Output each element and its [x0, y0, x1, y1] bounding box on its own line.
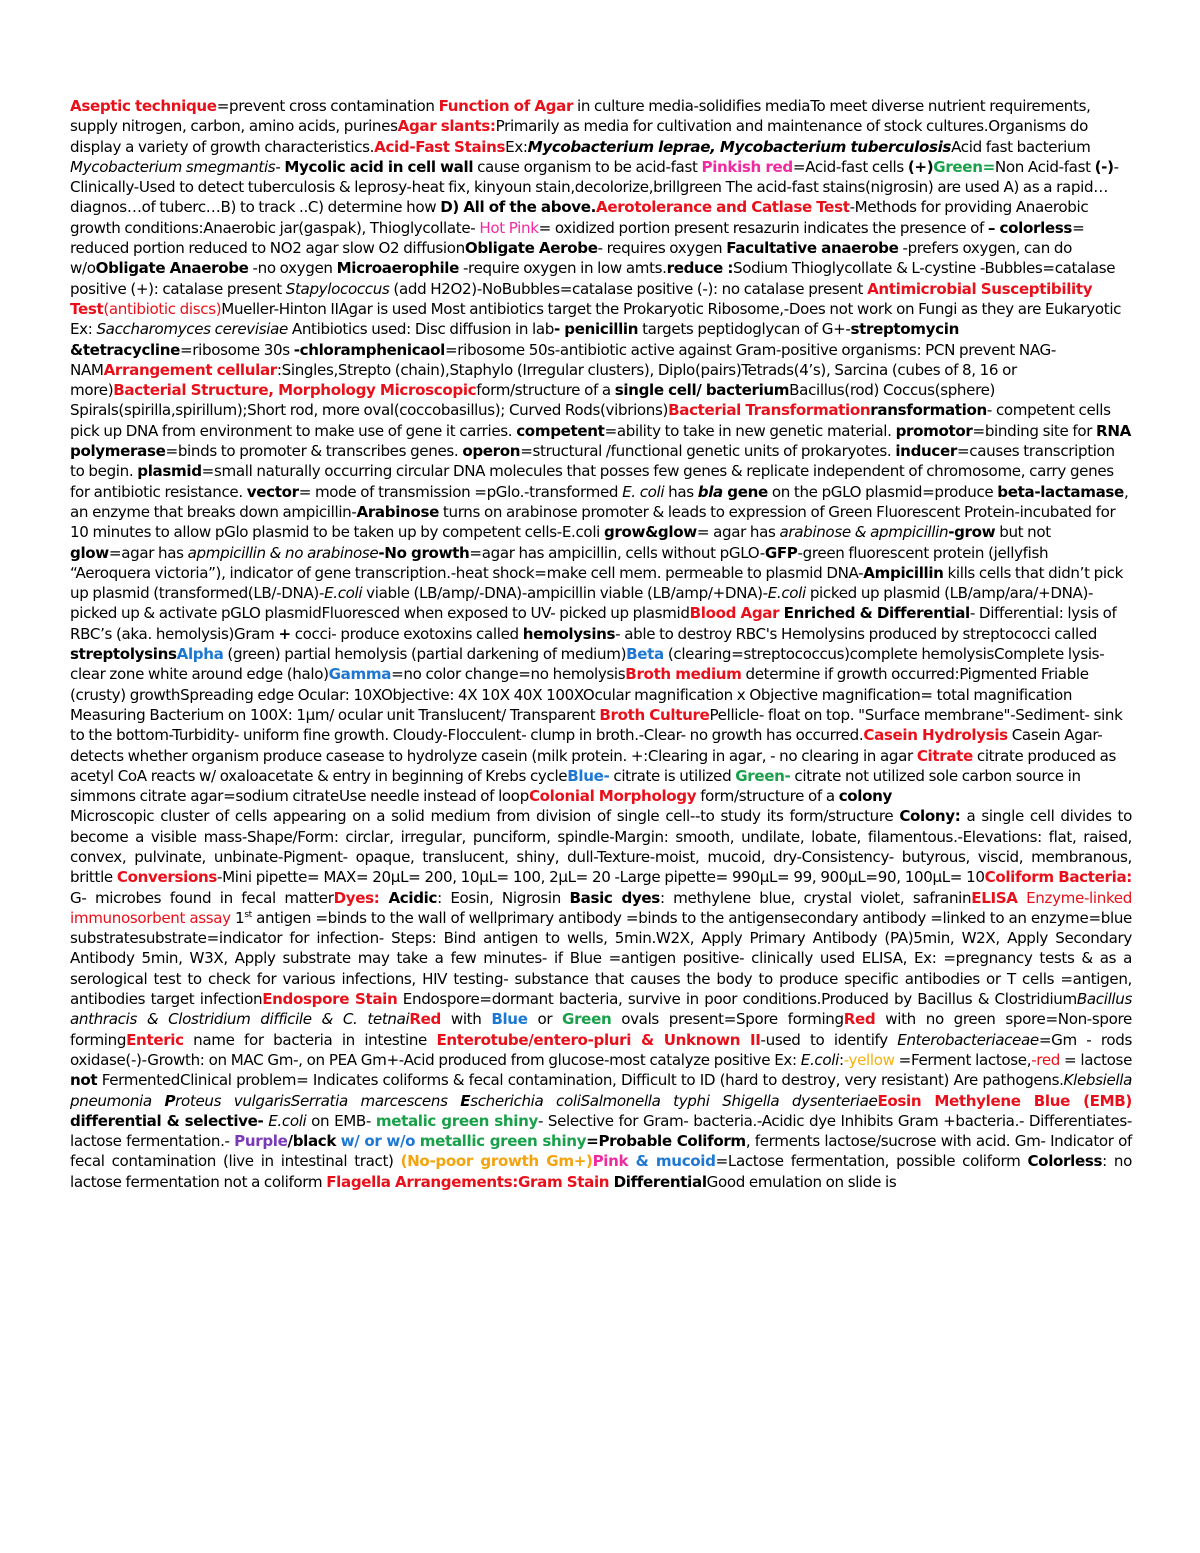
part1-text-run: =agar has ampicillin, cells without pGLO- — [469, 543, 765, 562]
part1-text-run: arabinose & apmpicillin — [779, 523, 949, 542]
part1-text-run: Primarily as media for cultivation and maintenance of stock cultures.Organisms do display a variety of growth characteristics. — [70, 117, 1089, 156]
part1-text-run: form/structure of a — [476, 381, 615, 400]
part2-text-run: Enterobacteriaceae — [897, 1030, 1039, 1049]
part1-text-run: targets peptidoglycan of G+- — [638, 320, 851, 339]
part1-text-run: Mueller-Hinton IIAgar is used Most antibiotics target the Prokaryotic Ribosome,-Does not work on Fungi as they are Eukaryotic Ex: — [70, 299, 1122, 339]
notes-paragraph-1 — [70, 96, 1132, 806]
part1-text-run: Broth medium — [625, 665, 742, 684]
part1-text-run: Agar slants: — [397, 117, 496, 136]
part1-text-run: Broth Culture — [599, 705, 710, 724]
part2-text-run: Basic dyes — [569, 888, 660, 907]
part1-text-run: E.coli — [767, 584, 806, 603]
part1-text-run: Antibiotics used: Disc diffusion in lab — [287, 320, 554, 339]
part2-text-run: - Selective for Gram- bacteria.-Acidic dye Inhibits Gram +bacteria.- Differentiates- lactose fermentation.- — [70, 1111, 1132, 1151]
part1-text-run: :Singles,Strepto (chain),Staphylo (Irregular clusters), Diplo(pairs)Tetrads(4’s), Sarcina (cubes of 8, 16 or more) — [70, 360, 1017, 400]
part2-text-run: E — [460, 1091, 471, 1110]
part1-text-run: Non Acid-fast — [994, 157, 1095, 176]
part2-text-run: -yellow — [843, 1050, 895, 1069]
part1-text-run: kills cells that didn’t pick up plasmid (transformed(LB/-DNA)- — [70, 563, 1124, 603]
part2-text-run: w/ or w/o — [340, 1132, 416, 1151]
part2-text-run: Colorless — [1027, 1152, 1103, 1171]
part1-text-run: Sodium Thioglycollate & L-cystine -Bubbles=catalase positive (+): catalase present — [70, 259, 1116, 298]
part2-text-run: =Ferment lactose, — [894, 1050, 1032, 1069]
part1-text-run: =ribosome 30s — [179, 340, 294, 359]
part2-text-run: Enteric — [126, 1030, 184, 1049]
part2-text-run: Enterotube/entero-pluri & Unknown II — [436, 1030, 761, 1049]
notes-paragraph-2 — [70, 806, 1132, 1192]
part1-text-run: but not — [995, 523, 1051, 542]
part1-text-run: Obligate Aerobe — [464, 239, 598, 258]
part2-text-run: metalic green shiny — [375, 1111, 538, 1130]
part1-text-run: Beta — [626, 645, 664, 664]
part1-text-run: = reduced portion reduced to NO2 agar slow O2 diffusion — [70, 218, 1085, 258]
part1-text-run: (add H2O2)-NoBubbles=catalase positive (-): no catalase present — [389, 279, 868, 298]
part2-text-run: with — [440, 1010, 492, 1029]
part1-text-run: cocci- produce exotoxins called — [290, 624, 523, 643]
part1-text-run: citrate not utilized sole carbon source in simmons citrate agar=sodium citrateUse needle instead of loop — [70, 766, 1081, 806]
part2-text-run: or — [527, 1010, 563, 1029]
part1-text-run: -Methods for providing Anaerobic growth conditions:Anaerobic jar(gaspak), Thioglycollate- — [70, 198, 1089, 237]
part1-text-run: Stapylococcus — [285, 279, 390, 298]
part2-text-run: scherichia coli — [470, 1091, 581, 1110]
part1-text-run: streptolysins — [70, 645, 177, 664]
part1-text-run: Alpha — [176, 645, 224, 664]
part1-text-run: Function of Agar — [438, 97, 574, 115]
part1-text-run: citrate produced as acetyl CoA reacts w/ oxaloacetate & entry in beginning of Krebs cycle — [70, 746, 1117, 785]
part2-text-run: Bacillus anthracis & Clostridium difficile & C. tetnai — [70, 990, 1132, 1029]
part2-text-run: Red — [409, 1010, 441, 1029]
part1-text-run: Hot Pink — [479, 218, 539, 237]
part2-text-run: : no lactose fermentation not a coliform — [70, 1152, 1132, 1191]
part1-text-run: (clearing=streptococcus)complete hemolysisComplete lysis-clear zone white around edge (halo) — [70, 645, 1105, 684]
part1-text-run: -Clinically-Used to detect tuberculosis & leprosy-heat fix, kinyoun stain,decolorize,brillgreen The acid-fast stains(nigrosin) are used A) as a rapid… diagnos…of tuberc…B) to track ..C) determine how — [70, 157, 1119, 217]
part2-text-run: Colony: — [899, 807, 961, 826]
part1-text-run: inducer — [895, 442, 957, 461]
part1-text-run: - — [275, 157, 285, 176]
part1-text-run: = mode of transmission =pGlo.-transformed — [298, 482, 623, 501]
part1-text-run: =small naturally occurring circular DNA molecules that posses few genes & replicate independent of chromosome, carry genes for antibiotic resistance. — [70, 462, 1114, 501]
part2-text-run: /black — [287, 1132, 337, 1151]
part1-text-run: competent — [516, 421, 605, 440]
part1-text-run: Arabinose — [356, 502, 439, 521]
part1-text-run: glow — [70, 543, 109, 562]
part2-text-run: = lactose — [1060, 1050, 1133, 1069]
part2-text-run: -red — [1031, 1050, 1060, 1069]
part2-text-run: Green — [562, 1010, 612, 1029]
part2-text-run: on EMB- — [306, 1111, 376, 1130]
part2-text-run: Endospore=dormant bacteria, survive in poor conditions.Produced by Bacillus & Clostridium — [397, 990, 1077, 1009]
part1-text-run: beta-lactamase — [997, 482, 1124, 501]
part2-text-run: Red — [843, 1010, 876, 1029]
part2-text-run: st — [244, 909, 252, 920]
part1-text-run: Casein Agar- detects whether organism produce casease to hydrolyze casein (milk protein. +:Clearing in agar, - no clearing in agar — [70, 726, 1103, 765]
part2-text-run: Salmonella typhi Shigella dysenteriae — [580, 1091, 878, 1110]
part2-text-run: G- microbes found in fecal matter — [70, 888, 334, 907]
part1-text-run: - Differential: lysis of RBC’s (aka. hemolysis)Gram — [70, 604, 1117, 643]
part2-text-run: Differential — [609, 1172, 707, 1191]
part2-text-run: : Eosin, Nigrosin — [437, 888, 570, 907]
part1-text-run: - able to destroy RBC's Hemolysins produced by streptococci called — [615, 624, 1097, 643]
part1-text-run: =structural /functional genetic units of prokaryotes. — [520, 442, 896, 461]
part2-text-run: -used to identify — [760, 1030, 898, 1049]
part1-text-run: - penicillin — [553, 320, 639, 339]
part1-text-run: + — [278, 624, 291, 643]
part1-text-run: Green= — [933, 157, 995, 176]
part1-text-run: GFP — [764, 543, 798, 562]
part1-text-run: -require oxygen in low amts. — [459, 259, 667, 278]
part1-text-run: =causes transcription to begin. — [70, 442, 1115, 481]
part1-text-run: has — [664, 482, 698, 501]
part1-text-run: gene — [722, 482, 768, 501]
part1-text-run: operon — [462, 442, 521, 461]
part2-text-run: =Lactose fermentation, possible coliform — [715, 1152, 1028, 1171]
part1-text-run: (+) — [907, 157, 934, 176]
part1-text-run: in culture media-solidifies mediaTo meet diverse nutrient requirements, supply nitrogen, carbon, amino acids, purines — [70, 97, 1091, 136]
part2-text-run: a single cell divides to become a visible mass-Shape/Form: circlar, irregular, punciform, spindle-Margin: smooth, undilate, lobate, filamentous.-Elevations: flat, raised, convex, pulvinate, unbinate-Pigment- opaque, translucent, shiny, dull-Texture-moist, mucoid, dry-Consistency- butyrous, viscid, membranous, brittle — [70, 807, 1132, 887]
part1-text-run: Mycobacterium leprae, Mycobacterium tuberculosis — [527, 137, 952, 156]
part1-text-run: form/structure of a — [696, 787, 839, 806]
part2-text-run: metallic green shiny — [419, 1132, 587, 1151]
part2-text-run: Acidic — [379, 888, 438, 907]
part1-text-run: on the pGLO plasmid=produce — [767, 482, 998, 501]
part1-text-run: turns on arabinose promoter & leads to expression of Green Fluorescent Protein-incubated for 10 minutes to allow pGlo plasmid to be taken up by competent cells-E.coli — [70, 502, 1116, 542]
part2-text-run: P — [164, 1091, 176, 1110]
part1-text-run: Obligate Anaerobe — [95, 259, 249, 278]
part1-text-run: =ability to take in new genetic material. — [604, 421, 896, 440]
part1-text-run: Aerotolerance and Catlase Test — [596, 198, 850, 217]
part1-text-run: Bacillus(rod) Coccus(sphere) Spirals(spirilla,spirillum);Short rod, more oval(coccobasillus); Curved Rods(vibrions) — [70, 381, 996, 420]
part1-text-run: (green) partial hemolysis (partial darkening of medium) — [223, 645, 627, 664]
part1-text-run: Mycobacterium smegmantis — [70, 157, 276, 176]
part1-text-run: viable (LB/amp/-DNA)-ampicillin viable (LB/amp/+DNA)- — [362, 584, 768, 603]
part1-text-run: Bacterial Structure, Morphology Microscopic — [113, 381, 477, 400]
part1-text-run: = oxidized portion present resazurin indicates the presence of — [538, 218, 988, 237]
part1-text-run: Mycolic acid in cell wall — [284, 157, 474, 176]
part1-text-run: Acid-Fast Stains — [374, 137, 506, 156]
part1-text-run: Colonial Morphology — [528, 787, 697, 806]
part1-text-run: promotor — [895, 421, 973, 440]
part1-text-run: Blue- — [567, 766, 610, 785]
part2-text-run: Klebsiella pneumonia — [70, 1071, 1132, 1110]
part1-text-run: (antibiotic discs) — [103, 299, 222, 318]
part2-text-run: E.coli — [800, 1050, 839, 1069]
part1-text-run: Ex: — [505, 137, 528, 156]
part1-text-run: , an enzyme that breaks down ampicillin- — [70, 482, 1129, 521]
part1-text-run: citrate is utilized — [609, 766, 736, 785]
part2-text-run: =Probable Coliform — [586, 1132, 746, 1151]
part1-text-run: -green fluorescent protein (jellyfish “Aeroquera victoria”), indicator of gene transcription.-heat shock=make cell mem. permeable to plasmid DNA- — [70, 543, 1049, 582]
part1-text-run: Pinkish red — [701, 157, 793, 176]
part1-text-run: =agar has — [108, 543, 188, 562]
part2-text-run: E.coli — [268, 1111, 307, 1130]
part1-text-run: E.coli — [324, 584, 363, 603]
part1-text-run: grow&glow — [603, 523, 697, 542]
part1-text-run: streptomycin &tetracycline — [70, 320, 959, 359]
part1-text-run: -prefers oxygen, can do w/o — [70, 239, 1072, 278]
part1-text-run: cause organism to be acid-fast — [473, 157, 702, 176]
part1-text-run: single cell/ bacterium — [614, 381, 790, 400]
part1-text-run: = agar has — [696, 523, 780, 542]
part1-text-run: reduce : — [666, 259, 734, 278]
part2-text-run: : — [838, 1050, 844, 1069]
part2-text-run: Serratia marcescens — [290, 1091, 461, 1110]
part2-text-run: with no green spore=Non-spore forming — [70, 1010, 1132, 1049]
part1-text-run: Green- — [735, 766, 791, 785]
part2-text-run: Blue — [491, 1010, 528, 1029]
part1-text-run: Citrate — [916, 746, 973, 765]
part1-text-run: =binding site for — [972, 421, 1097, 440]
part1-text-run: Casein Hydrolysis — [863, 726, 1008, 745]
part2-text-run: : methylene blue, crystal violet, safranin — [659, 888, 972, 907]
part2-text-run: Dyes: — [333, 888, 380, 907]
part2-text-run: Enzyme-linked immunosorbent assay — [70, 888, 1132, 927]
part1-text-run: =ribosome 50s-antibiotic active against Gram-positive organisms: PCN prevent NAG-NAM — [70, 340, 1056, 379]
part2-text-run: Conversions — [116, 868, 217, 887]
part2-text-run: roteus vulgaris — [175, 1091, 291, 1110]
part1-text-run: Bacterial Transformation — [668, 401, 871, 420]
part2-text-run: & mucoid — [628, 1152, 716, 1171]
part2-text-run: Microscopic cluster of cells appearing on a solid medium from division of single cell--to study its form/structure — [70, 807, 900, 826]
part2-text-run: Good emulation on slide is — [706, 1172, 897, 1191]
part1-text-run: ransformation — [870, 401, 987, 420]
part2-text-run: FermentedClinical problem= Indicates coliforms & fecal contamination, Difficult to ID (hard to destroy, very resistant) Are pathogens. — [97, 1071, 1064, 1090]
part1-text-run: colony — [838, 787, 893, 806]
part2-text-run: antigen =binds to the wall of wellprimary antibody =binds to the antigensecondary antibody =linked to an enzyme=blue substratesubstrate=indicator for infection- Steps: Bind antigen to wells, 5min.W2X, Apply Primary Antibody (PA)5min, W2X, Apply Secondary Antibody 5min, W3X, Apply substrate may take a few minutes- if Blue =antigen positive- clinically used ELISA, Ex: =pregnancy tests & as a serological test to check for various infections, HIV testing- substance that causes the body to produce specific antibodies or T cells =antigen, antibodies target infection — [70, 908, 1132, 1009]
part1-text-run: Aseptic technique — [70, 97, 217, 115]
part1-text-run: Saccharomyces cerevisiae — [96, 320, 288, 339]
part1-text-run: Microaerophile — [336, 259, 460, 278]
part1-text-run: =binds to promoter & transcribes genes. — [165, 442, 463, 461]
study-notes-document — [70, 96, 1132, 1192]
part1-text-run: – colorless — [987, 218, 1073, 237]
part2-text-run: -Mini pipette= MAX= 20μL= 200, 10μL= 100, 2μL= 20 -Large pipette= 990μL= 99, 900μL=90, 100μL= 10 — [217, 868, 985, 887]
part1-text-run: - requires oxygen — [597, 239, 727, 258]
part1-text-run: =Acid-fast cells — [792, 157, 908, 176]
part1-text-run: D) All of the above. — [440, 198, 596, 217]
part2-text-run: , ferments lactose/sucrose with acid. Gm- Indicator of fecal contamination (live in intestinal tract) — [70, 1132, 1132, 1171]
part1-text-run: Antimicrobial Susceptibility Test — [70, 279, 1093, 318]
part2-text-run: Eosin Methylene Blue (EMB) — [877, 1091, 1132, 1110]
part2-text-run: name for bacteria in intestine — [183, 1030, 437, 1049]
part2-text-run: Pink — [592, 1152, 629, 1171]
part2-text-run: ELISA — [971, 888, 1018, 907]
part2-text-run: Purple — [234, 1132, 288, 1151]
part1-text-run: plasmid — [137, 462, 202, 481]
part1-text-run: Pellicle- float on top. "Surface membrane"-Sediment- sink to the bottom-Turbidity- uniform fine growth. Cloudy-Flocculent- clump in broth.-Clear- no growth has occurred. — [70, 705, 1123, 745]
part2-text-run: 1 — [230, 908, 245, 927]
part1-text-run: =prevent cross contamination — [216, 97, 439, 115]
part1-text-run: determine if growth occurred:Pigmented Friable (crusty) growthSpreading edge Ocular: 10XObjective: 4X 10X 40X 100XOcular magnification x Objective magnification= total magnification Measuring Bacterium on 100X: 1μm/ ocular unit Translucent/ Transparent — [70, 665, 1089, 724]
part2-text-run: (No-poor growth Gm+) — [400, 1152, 593, 1171]
part1-text-run: Facultative anaerobe — [726, 239, 899, 258]
part1-text-run: Arrangement cellular — [103, 360, 277, 379]
part1-text-run: -grow — [948, 523, 996, 542]
part1-text-run: E. coli — [622, 482, 665, 501]
part1-text-run: Ampicillin — [863, 563, 944, 582]
part1-text-run: picked up plasmid (LB/amp/ara/+DNA)-picked up & activate pGLO plasmidFluoresced when exposed to UV- picked up plasmid — [70, 584, 1094, 623]
part2-text-run: differential & selective- — [70, 1111, 264, 1130]
part1-text-run: hemolysins — [522, 624, 616, 643]
part1-text-run: -chloramphenicaol — [293, 340, 445, 359]
part1-text-run: RNA polymerase — [70, 421, 1131, 461]
part1-text-run: Gamma — [328, 665, 392, 684]
part2-text-run: not — [70, 1071, 98, 1090]
part2-text-run: Coliform Bacteria: — [984, 868, 1132, 887]
part1-text-run: =no color change=no hemolysis — [391, 665, 626, 684]
part2-text-run: ovals present=Spore forming — [611, 1010, 844, 1029]
part2-text-run: Endospore Stain — [262, 990, 398, 1009]
part1-text-run: (-) — [1094, 157, 1114, 176]
part2-text-run: Flagella Arrangements:Gram Stain — [326, 1172, 610, 1191]
part1-text-run: -no oxygen — [248, 259, 337, 278]
part1-text-run: Acid fast bacterium — [951, 137, 1091, 156]
part1-text-run: apmpicillin & no arabinose — [187, 543, 379, 562]
part1-text-run: vector — [246, 482, 299, 501]
part1-text-run: bla — [697, 482, 723, 501]
part2-text-run: =Gm - rods oxidase(-)-Growth: on MAC Gm-, on PEA Gm+-Acid produced from glucose-most catalyze positive Ex: — [70, 1030, 1132, 1069]
part1-text-run: -No growth — [378, 543, 470, 562]
part1-text-run: - competent cells pick up DNA from environment to make use of gene it carries. — [70, 401, 1111, 440]
part1-text-run: Enriched & Differential — [779, 604, 970, 623]
part1-text-run: Blood Agar — [689, 604, 780, 623]
